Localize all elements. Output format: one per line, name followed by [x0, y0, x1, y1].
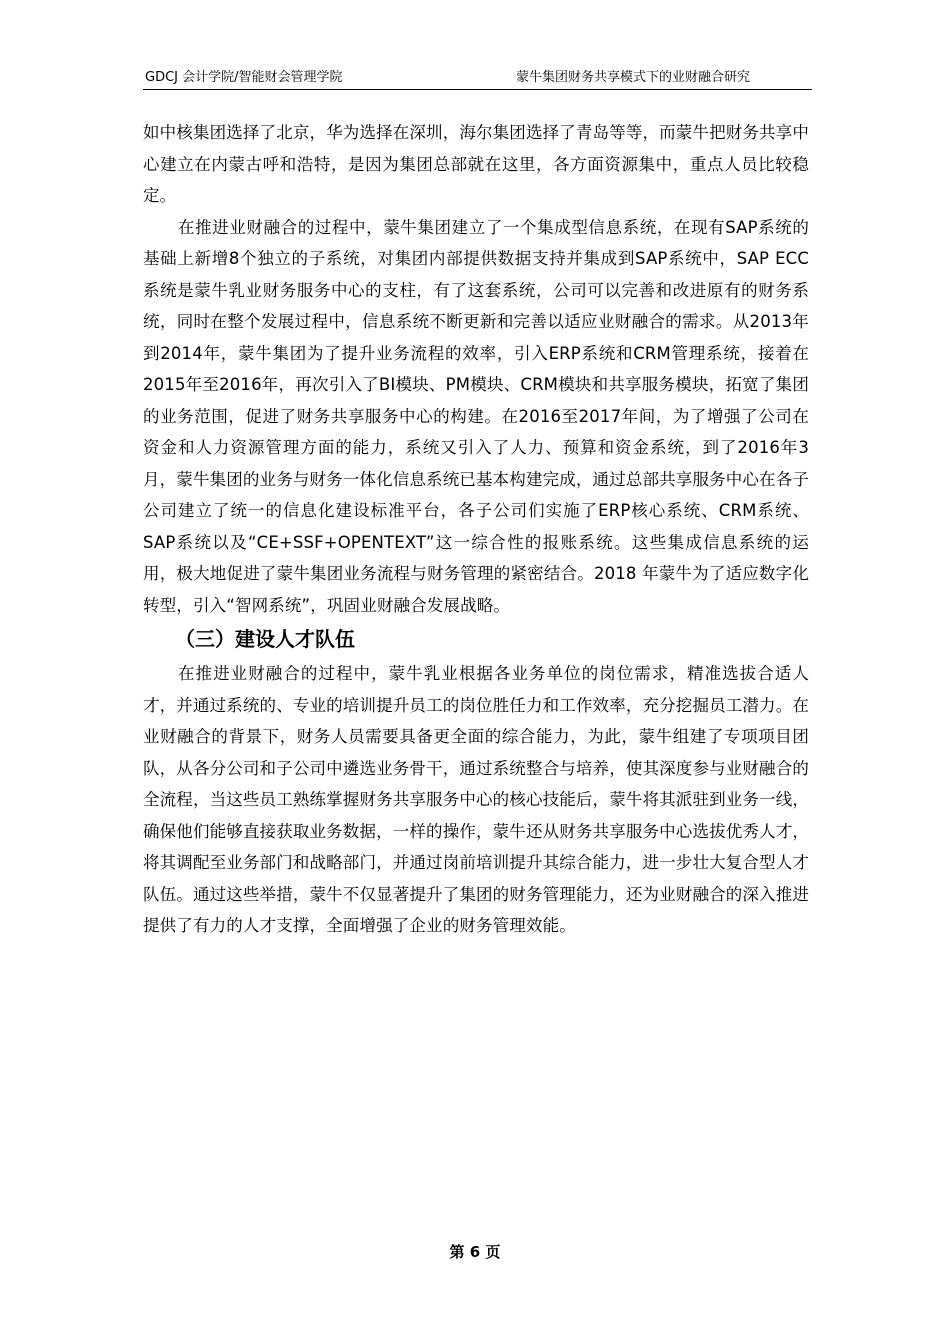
header-left-text: GDCJ 会计学院/智能财会管理学院: [145, 70, 343, 85]
header-right-title: 蒙牛集团财务共享模式下的业财融合研究: [515, 70, 750, 85]
paragraph-information-system: 在推进业财融合的过程中，蒙牛集团建立了一个集成型信息系统，在现有SAP系统的基础上新增8个独立的子系统，对集团内部提供数据支持并集成到SAP系统中，SAP ECC 系统是蒙牛乳业财务服务中心的支柱，有了这套系统，公司可以完善和改进原有的财务系统，同时在整个发展过程中，信息系统不断更新和完善以适应业财融合的需求。从2013年到2014年，蒙牛集团为了提升业务流程的效率，引入ERP系统和CRM管理系统，接着在2015年至2016年，再次引入了BI模块、PM模块、CRM模块和共享服务模块，拓宽了集团的业务范围，促进了财务共享服务中心的构建。在2016至2017年间，为了增强了公司在资金和人力资源管理方面的能力，系统又引入了人力、预算和资金系统，到了2016年3月，蒙牛集团的业务与财务一体化信息系统已基本构建完成，通过总部共享服务中心在各子公司建立了统一的信息化建设标准平台，各子公司们实施了ERP核心系统、CRM系统、SAP系统以及“CE+SSF+OPENTEXT”这一综合性的报账系统。这些集成信息系统的运用，极大地促进了蒙牛集团业务流程与财务管理的紧密结合。2018 年蒙牛为了适应数字化转型，引入“智网系统”，巩固业财融合发展战略。: [143, 217, 809, 615]
paragraph-continued: 如中核集团选择了北京，华为选择在深圳，海尔集团选择了青岛等等，而蒙牛把财务共享中心建立在内蒙古呼和浩特，是因为集团总部就在这里，各方面资源集中，重点人员比较稳定。: [143, 123, 809, 205]
document-body: [143, 117, 809, 942]
section-heading: （三）建设人才队伍: [175, 627, 355, 651]
page-number: 第 6 页: [449, 1243, 501, 1261]
page-header: [143, 69, 812, 90]
paragraph-talent-team: 在推进业财融合的过程中，蒙牛乳业根据各业务单位的岗位需求，精准选拔合适人才，并通过系统的、专业的培训提升员工的岗位胜任力和工作效率，充分挖掘员工潜力。在业财融合的背景下，财务人员需要具备更全面的综合能力，为此，蒙牛组建了专项项目团队，从各分公司和子公司中遴选业务骨干，通过系统整合与培养，使其深度参与业财融合的全流程，当这些员工熟练掌握财务共享服务中心的核心技能后，蒙牛将其派驻到业务一线，确保他们能够直接获取业务数据，一样的操作，蒙牛还从财务共享服务中心选拔优秀人才，将其调配至业务部门和战略部门，并通过岗前培训提升其综合能力，进一步壮大复合型人才队伍。通过这些举措，蒙牛不仅显著提升了集团的财务管理能力，还为业财融合的深入推进提供了有力的人才支撑，全面增强了企业的财务管理效能。: [143, 664, 809, 935]
